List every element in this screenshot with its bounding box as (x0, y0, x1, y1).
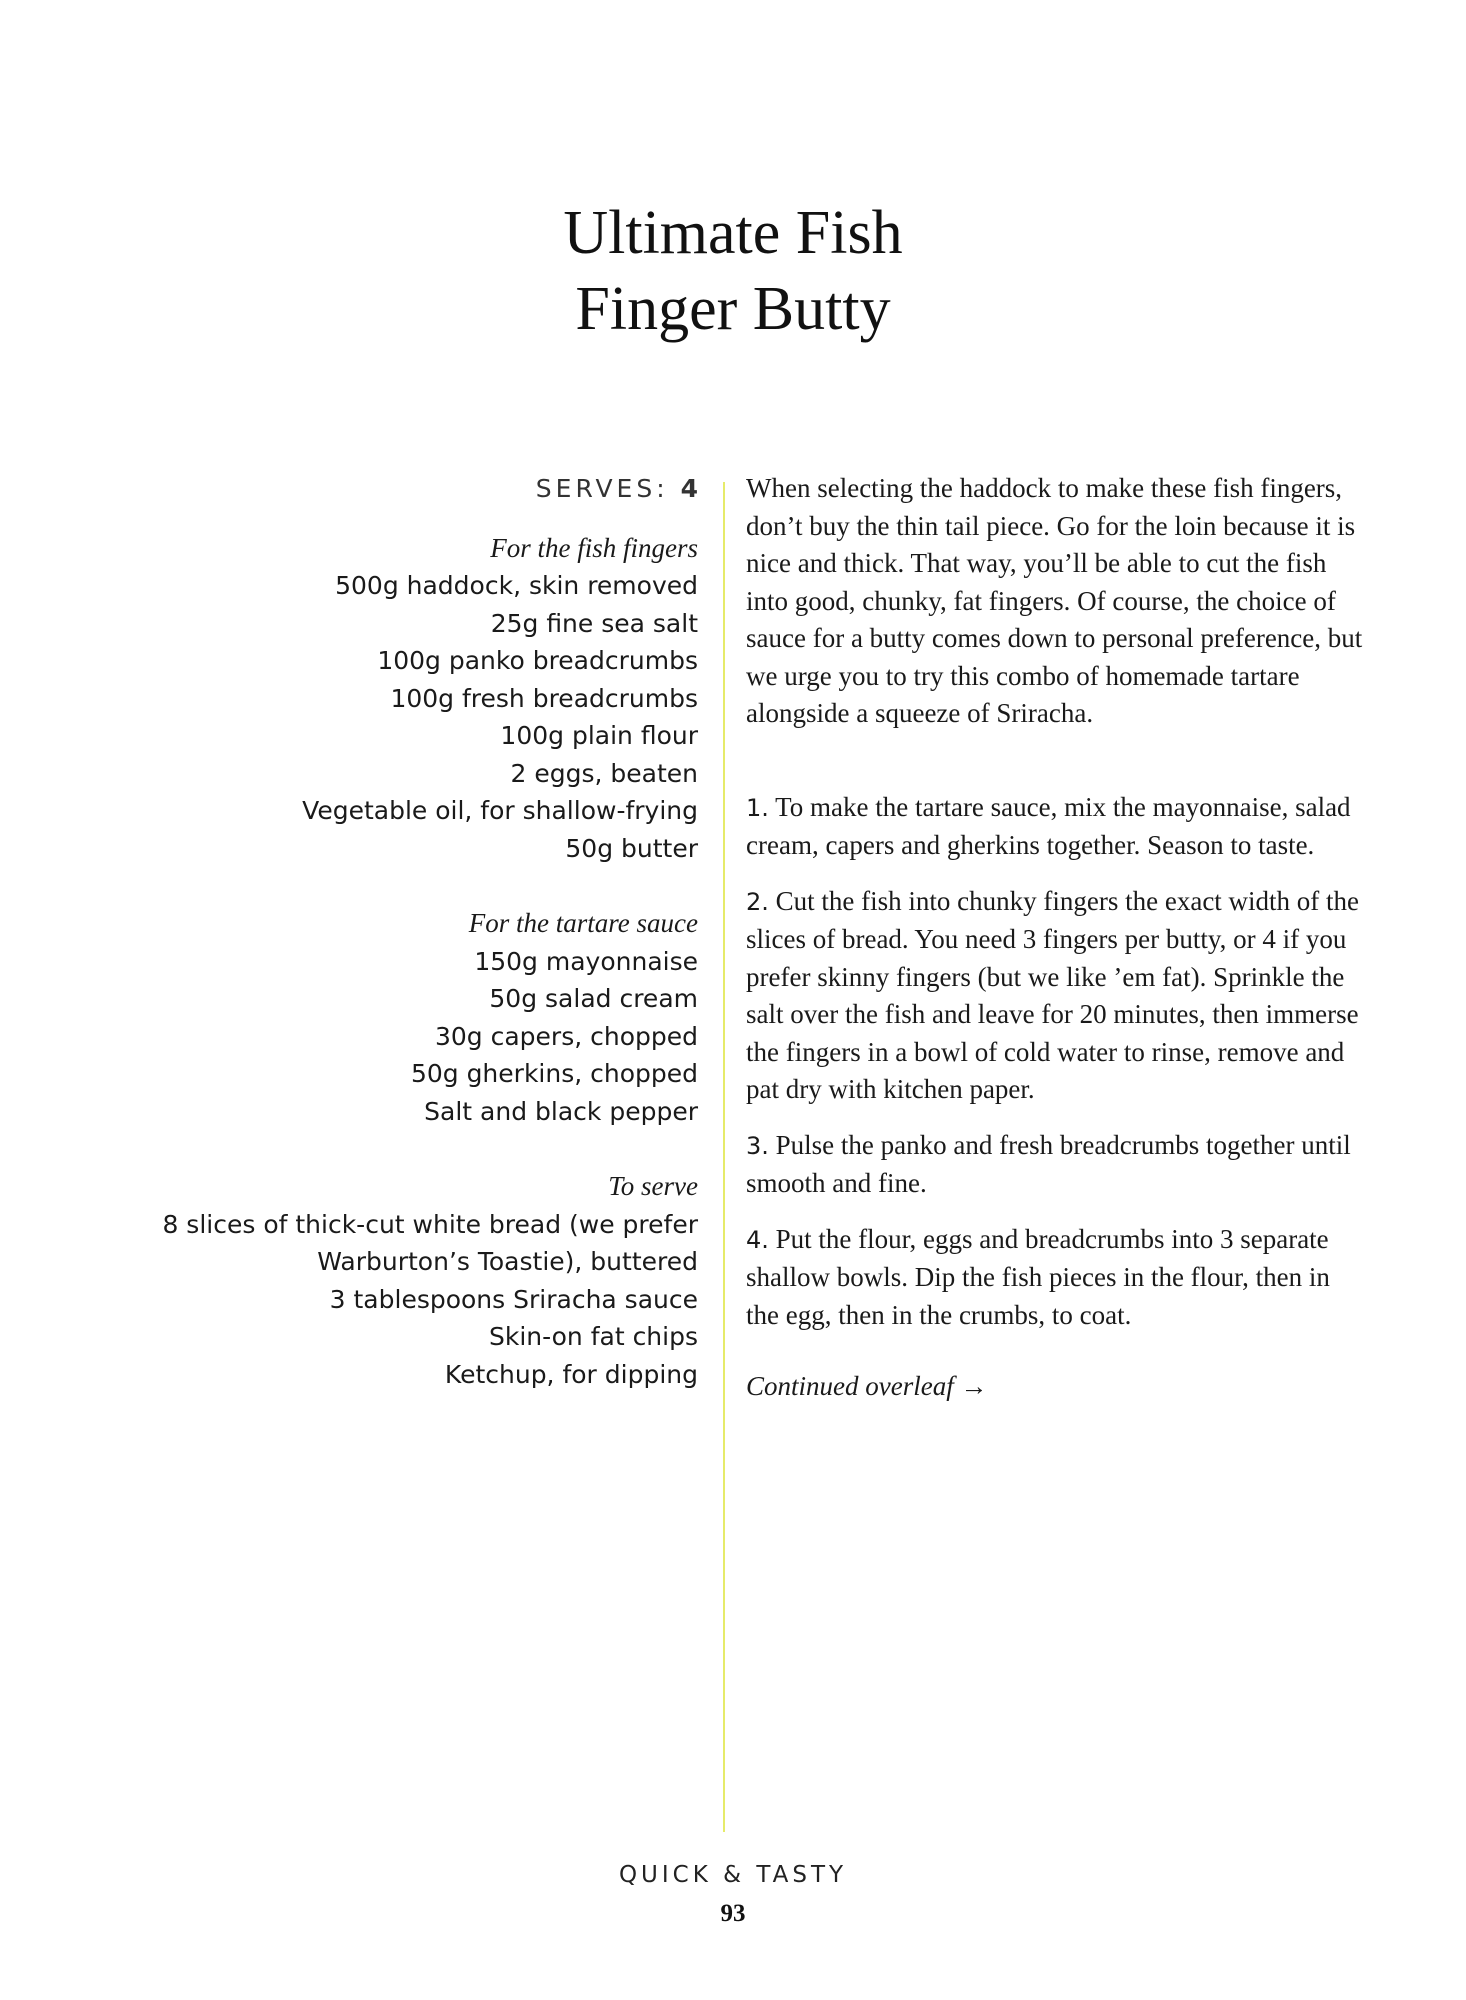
step-number: 3. (746, 1131, 769, 1160)
serves-value: 4 (680, 474, 698, 503)
recipe-title-line-1: Ultimate Fish (563, 199, 903, 267)
serves-line (138, 470, 698, 508)
ingredient-item: 30g capers, chopped (434, 1021, 698, 1051)
ingredient-group-to-serve (138, 1168, 698, 1393)
ingredient-item: 3 tablespoons Sriracha sauce (329, 1284, 698, 1314)
recipe-title (0, 195, 1466, 347)
ingredient-item: Skin-on fat chips (488, 1322, 698, 1351)
ingredient-group-tartare-sauce (138, 905, 698, 1130)
ingredient-item: 500g haddock, skin removed (335, 571, 698, 600)
page-number: 93 (720, 1900, 746, 1927)
method-step-2 (746, 883, 1366, 1109)
method-step-1 (746, 789, 1366, 865)
column-divider (723, 482, 725, 1832)
ingredient-group-heading: To serve (608, 1171, 698, 1201)
ingredient-item: 50g salad cream (489, 984, 698, 1013)
ingredient-item: 100g fresh breadcrumbs (390, 683, 698, 713)
step-number: 4. (746, 1225, 769, 1254)
ingredient-item: 50g gherkins, chopped (410, 1059, 698, 1088)
ingredient-item: Warburton’s Toastie), buttered (317, 1247, 698, 1276)
ingredient-item: 8 slices of thick-cut white bread (we prefer (162, 1209, 698, 1239)
intro-paragraph: When selecting the haddock to make these fish fingers, don’t buy the thin tail piece. Go for the loin because it is nice and thick. That way, you’ll be able to cut the fish into good, chunky, fat fingers. Of course, the choice of sauce for a butty comes down to personal preference, but we urge you to try this combo of homemade tartare alongside a squeeze of Sriracha. (746, 473, 1363, 728)
step-text: Cut the fish into chunky fingers the exact width of the slices of bread. You need 3 fingers per butty, or 4 if you prefer skinny fingers (but we like ’em fat). Sprinkle the salt over the fish and leave for 20 minutes, then immerse the fingers in a bowl of cold water to rinse, remove and pat dry with kitchen paper. (746, 885, 1360, 1104)
ingredient-group-heading: For the fish fingers (490, 532, 698, 563)
serves-label: SERVES: (535, 474, 669, 503)
ingredient-group-heading: For the tartare sauce (468, 908, 698, 938)
step-text: Pulse the panko and fresh breadcrumbs together until smooth and fine. (746, 1129, 1351, 1198)
ingredient-item: Ketchup, for dipping (444, 1359, 698, 1389)
method-step-4 (746, 1221, 1366, 1335)
method-step-3 (746, 1127, 1366, 1203)
ingredient-item: Salt and black pepper (424, 1096, 698, 1126)
step-number: 1. (746, 793, 769, 822)
ingredient-item: 100g plain flour (500, 721, 698, 750)
continued-overleaf: Continued overleaf → (746, 1371, 988, 1401)
ingredient-item: 100g panko breadcrumbs (377, 646, 698, 675)
step-number: 2. (746, 887, 769, 916)
ingredient-group-fish-fingers (138, 530, 698, 868)
footer-section-name: QUICK & TASTY (618, 1862, 848, 1888)
recipe-title-line-2: Finger Butty (575, 275, 891, 343)
step-text: To make the tartare sauce, mix the mayonnaise, salad cream, capers and gherkins together. Season to taste. (746, 791, 1351, 860)
ingredient-item: 50g butter (565, 833, 698, 863)
ingredient-item: 2 eggs, beaten (510, 758, 698, 788)
ingredient-item: 25g fine sea salt (490, 608, 698, 638)
ingredient-item: 150g mayonnaise (474, 946, 698, 976)
ingredient-item: Vegetable oil, for shallow-frying (302, 796, 698, 825)
step-text: Put the flour, eggs and breadcrumbs into 3 separate shallow bowls. Dip the fish pieces in the flour, then in the egg, then in the crumbs, to coat. (746, 1223, 1330, 1330)
ingredients-column (138, 470, 698, 1431)
method-column (746, 470, 1366, 1406)
